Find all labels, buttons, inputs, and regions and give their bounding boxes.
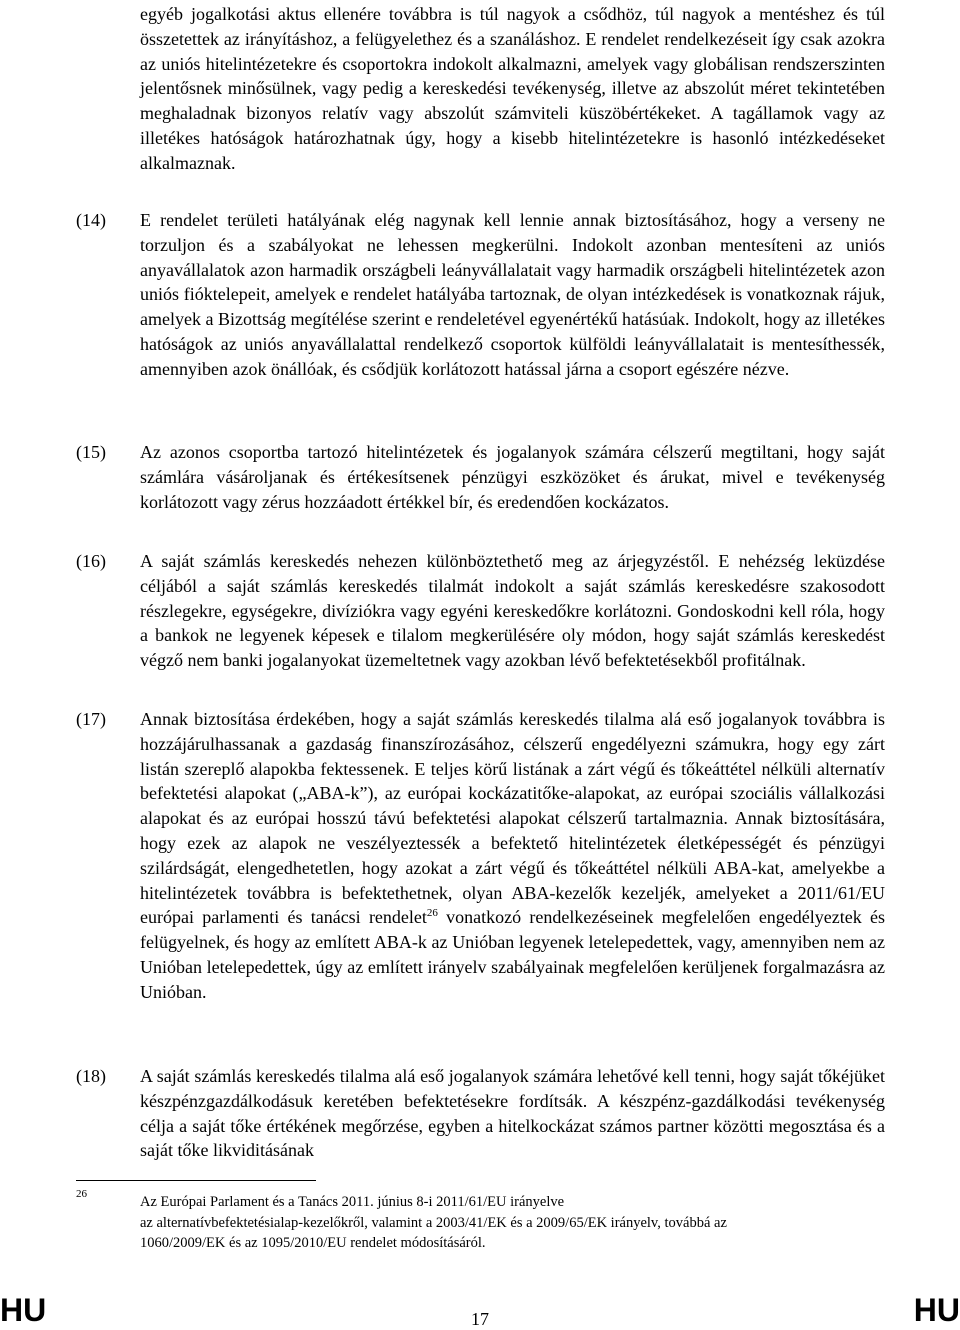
recital-text-part: Annak biztosítása érdekében, hogy a saját számlás kereskedés tilalma alá eső jogalanyok továbbra is hozzájárulhassanak a gazdaság finanszírozásához, célszerű engedélyezni számukra, hogy egy zárt listán szereplő alapokba fektessenek. E teljes körű listának a zárt végű és tőkeáttétel nélküli alternatív befektetési alapokat („ABA-k”), az európai kockázatitőke-alapokat, az európai szociális vállalkozási alapokat és az európai hosszú távú befektetési alapokat célszerű tartalmaznia. Annak biztosítására, hogy ezek az alapok ne veszélyeztessék a befektető hitelintézetek életképességét és pénzügyi szilárdságát, elengedhetetlen, hogy azokat a zárt végű és tőkeáttétel nélküli ABA-kat, amelyekbe a hitelintézetek továbbra is befektethetnek, olyan ABA-kezelők kezeljék, amelyeket a 2011/61/EU európai parlamenti és tanácsi rendelet [140,709,885,928]
recital-text: A saját számlás kereskedés nehezen különböztethető meg az árjegyzéstől. E nehézség leküzdése céljából a saját számlás kereskedés tilalmát indokolt a saját számlás kereskedésre szakosodott részlegekre, egységekre, divíziókra vagy egyéni kereskedőkre korlátozni. Gondoskodni kell róla, hogy a bankok ne legyenek képesek e tilalom megkerülésére oly módon, hogy saját számlás kereskedést végző nem banki jogalanyokat üzemeltetnek vagy azokban lévő befektetésekből profitálnak. [140,551,885,671]
footnote-line: Az Európai Parlament és a Tanács 2011. június 8-i 2011/61/EU irányelve [140,1194,565,1210]
footnote-text [140,1192,885,1254]
recital-text [140,707,885,1005]
recital-18 [76,1064,885,1163]
intro-paragraph: egyéb jogalkotási aktus ellenére továbbra is túl nagyok a csődhöz, túl nagyok a mentéshez és túl összetettek az irányításhoz, a felügyelethez és a szanáláshoz. E rendelet rendelkezéseit így csak azokra az uniós hitelintézetekre és csoportokra indokolt alkalmazni, amelyek vagy globálisan rendszerszinten jelentősnek minősülnek, vagy pedig a kereskedési tevékenység, illetve az abszolút méret tekintetében meghaladnak bizonyos relatív vagy abszolút számviteli küszöbértékeket. A tagállamok vagy az illetékes hatóságok határozhatnak úgy, hogy a kisebb hitelintézetekre is hasonló intézkedéseket alkalmaznak. [140,4,885,173]
recital-text-part: vonatkozó rendelkezéseinek megfelelően engedélyeztek és felügyelnek, és hogy az említett ABA-k az Unióban legyenek letelepedettek, vagy, amennyiben nem az Unióban letelepedettek, úgy az említett irányelv szabályainak megfelelően kerüljenek forgalmazásra az Unióban. [140,907,886,1002]
footer-language-left: HU [0,1292,47,1328]
recital-number: (14) [76,210,106,230]
footnote-reference-link[interactable]: 26 [426,907,438,920]
recital-number: (18) [76,1066,106,1086]
footnote [76,1188,885,1254]
footnote-line: 1060/2009/EK és az 1095/2010/EU rendelet módosításáról. [140,1235,486,1251]
footnote-divider [76,1180,316,1181]
page-number: 17 [471,1309,489,1329]
recital-number: (17) [76,709,106,729]
recital-14 [76,208,885,382]
recital-text: E rendelet területi hatályának elég nagynak kell lennie annak biztosításához, hogy a verseny ne torzuljon és a szabályokat ne lehessen megkerülni. Indokolt azonban mentesíteni az uniós anyavállalatok azon harmadik országbeli leányvállalatait vagy harmadik országbeli hitelintézetek azon uniós fióktelepeit, amelyek e rendelet hatályába tartoznak, de olyan intézkedések is vonatkoznak rájuk, amelyek a Bizottság megítélése szerint e rendeletével egyenértékű hatásúak. Indokolt, hogy az illetékes hatóságok az uniós anyavállalattal rendelkező csoportok külföldi leányvállalatait is mentesíthessék, amennyiben azok önállóak, és csődjük korlátozott hatással járna a csoport egészére nézve. [140,210,885,379]
recital-number: (15) [76,442,106,462]
footnote-line: az alternatívbefektetésialap-kezelőkről, valamint a 2003/41/EK és a 2009/65/EK irányelv, továbbá az [140,1214,727,1231]
footer-language-right: HU [913,1292,960,1328]
recital-text: Az azonos csoportba tartozó hitelintézetek és jogalanyok számára célszerű megtiltani, hogy saját számlára vásároljanak és értékesítsenek pénzügyi eszközöket és árukat, mivel e tevékenység korlátozott vagy zérus hozzáadott értékkel bír, és eredendően kockázatos. [140,442,885,512]
recital-15 [76,440,885,514]
recital-number: (16) [76,551,106,571]
footnote-mark: 26 [76,1188,87,1200]
recital-text: A saját számlás kereskedés tilalma alá eső jogalanyok számára lehetővé kell tenni, hogy saját tőkéjüket készpénzgazdálkodásuk keretében befektetésekre fordítsák. A készpénz-gazdálkodási tevékenység célja a saját tőke értékének megőrzése, egyben a hitelkockázat számos partner közötti megosztása és a saját tőke likviditásának [140,1066,885,1161]
recital-17 [76,707,885,1005]
recital-16 [76,549,885,673]
